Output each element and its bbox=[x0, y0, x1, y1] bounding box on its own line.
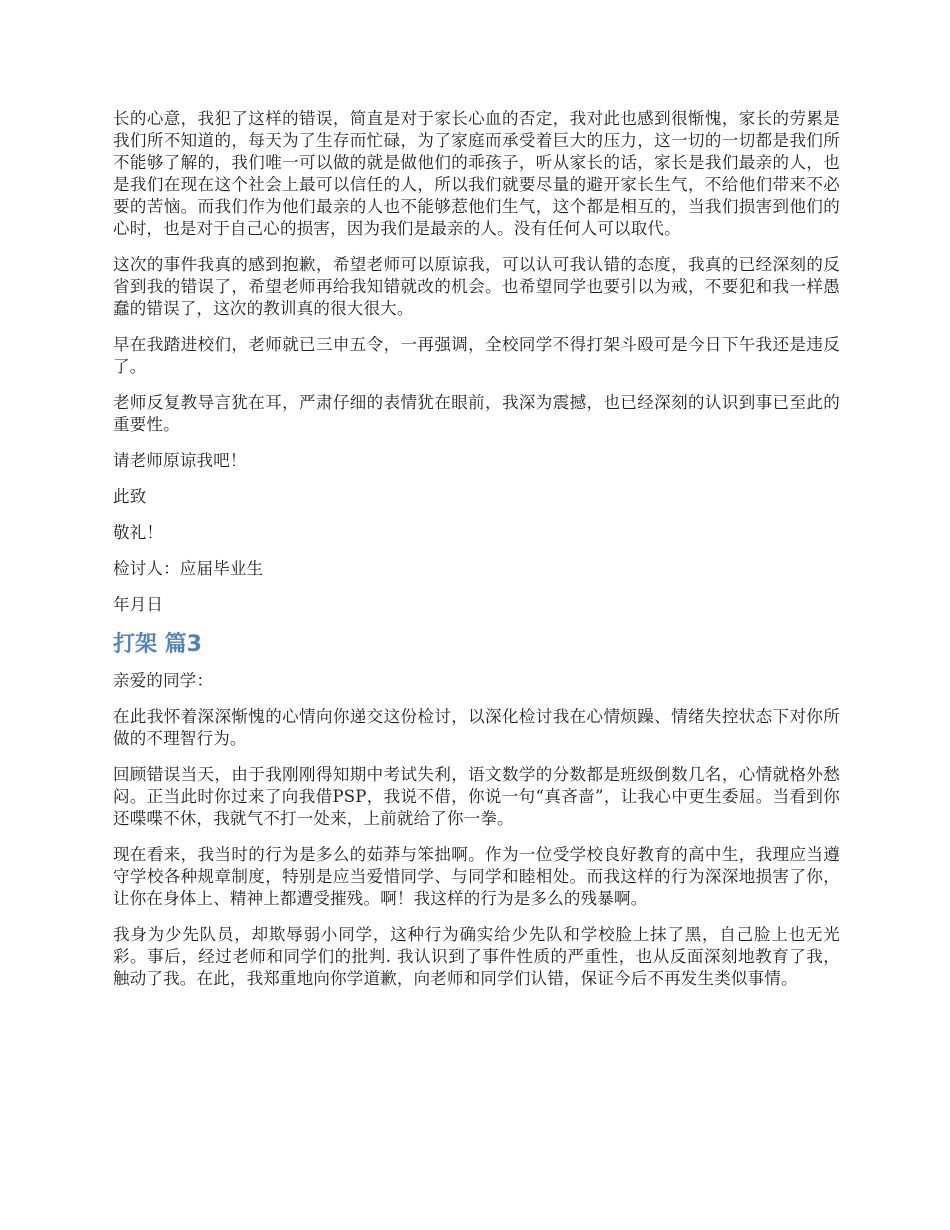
date-line: 年月日 bbox=[113, 595, 164, 614]
paragraph: 我身为少先队员，却欺辱弱小同学，这种行为确实给少先队和学校脸上抹了黑，自己脸上也无光彩。事后，经过老师和同学们的批判. 我认识到了事件性质的严重性，也从反面深刻地教育了我，触动了我。在此，我郑重地向你学道歉，向老师和同学们认错，保证今后不再发生类似事情。 bbox=[113, 925, 840, 988]
salutation-closing: 此致 bbox=[113, 487, 147, 506]
paragraph: 这次的事件我真的感到抱歉，希望老师可以原谅我，可以认可我认错的态度，我真的已经深刻的反省到我的错误了，希望老师再给我知错就改的机会。也希望同学也要引以为戒，不要犯和我一样愚蠢的错误了，这次的教训真的很大很大。 bbox=[113, 255, 840, 318]
paragraph: 现在看来，我当时的行为是多么的茹莽与笨拙啊。作为一位受学校良好教育的高中生，我理应当遵守学校各种规章制度，特别是应当爱惜同学、与同学和睦相处。而我这样的行为深深地损害了你，让你在身体上、精神上都遭受摧残。啊！我这样的行为是多么的残暴啊。 bbox=[113, 845, 840, 908]
paragraph: 回顾错误当天，由于我刚刚得知期中考试失利，语文数学的分数都是班级倒数几名，心情就格外愁闷。正当此时你过来了向我借PSP，我说不借，你说一句“真吝啬”，让我心中更生委屈。当看到你还喋喋不休，我就气不打一处来，上前就给了你一拳。 bbox=[113, 765, 840, 828]
signature-line: 检讨人：应届毕业生 bbox=[113, 559, 264, 578]
greeting: 亲爱的同学： bbox=[113, 671, 214, 690]
paragraph: 老师反复教导言犹在耳，严肃仔细的表情犹在眼前，我深为震撼，也已经深刻的认识到事已至此的重要性。 bbox=[113, 393, 840, 434]
section-heading: 打架 篇3 bbox=[113, 632, 202, 657]
paragraph: 长的心意，我犯了这样的错误，简直是对于家长心血的否定，我对此也感到很惭愧，家长的劳累是我们所不知道的，每天为了生存而忙碌，为了家庭而承受着巨大的压力，这一切的一切都是我们所不能够了解的，我们唯一可以做的就是做他们的乖孩子，听从家长的话，家长是我们最亲的人，也是我们在现在这个社会上最可以信任的人，所以我们就要尽量的避开家长生气，不给他们带来不必要的苦恼。而我们作为他们最亲的人也不能够惹他们生气，这个都是相互的，当我们损害到他们的心时，也是对于自己心的损害，因为我们是最亲的人。没有任何人可以取代。 bbox=[113, 109, 840, 238]
document-page bbox=[113, 108, 840, 1004]
salutation-respect: 敬礼！ bbox=[113, 523, 164, 542]
closing-plea: 请老师原谅我吧！ bbox=[113, 451, 247, 470]
paragraph: 早在我踏进校们，老师就已三申五令，一再强调，全校同学不得打架斗殴可是今日下午我还是违反了。 bbox=[113, 335, 840, 376]
paragraph: 在此我怀着深深惭愧的心情向你递交这份检讨，以深化检讨我在心情烦躁、情绪失控状态下对你所做的不理智行为。 bbox=[113, 707, 840, 748]
